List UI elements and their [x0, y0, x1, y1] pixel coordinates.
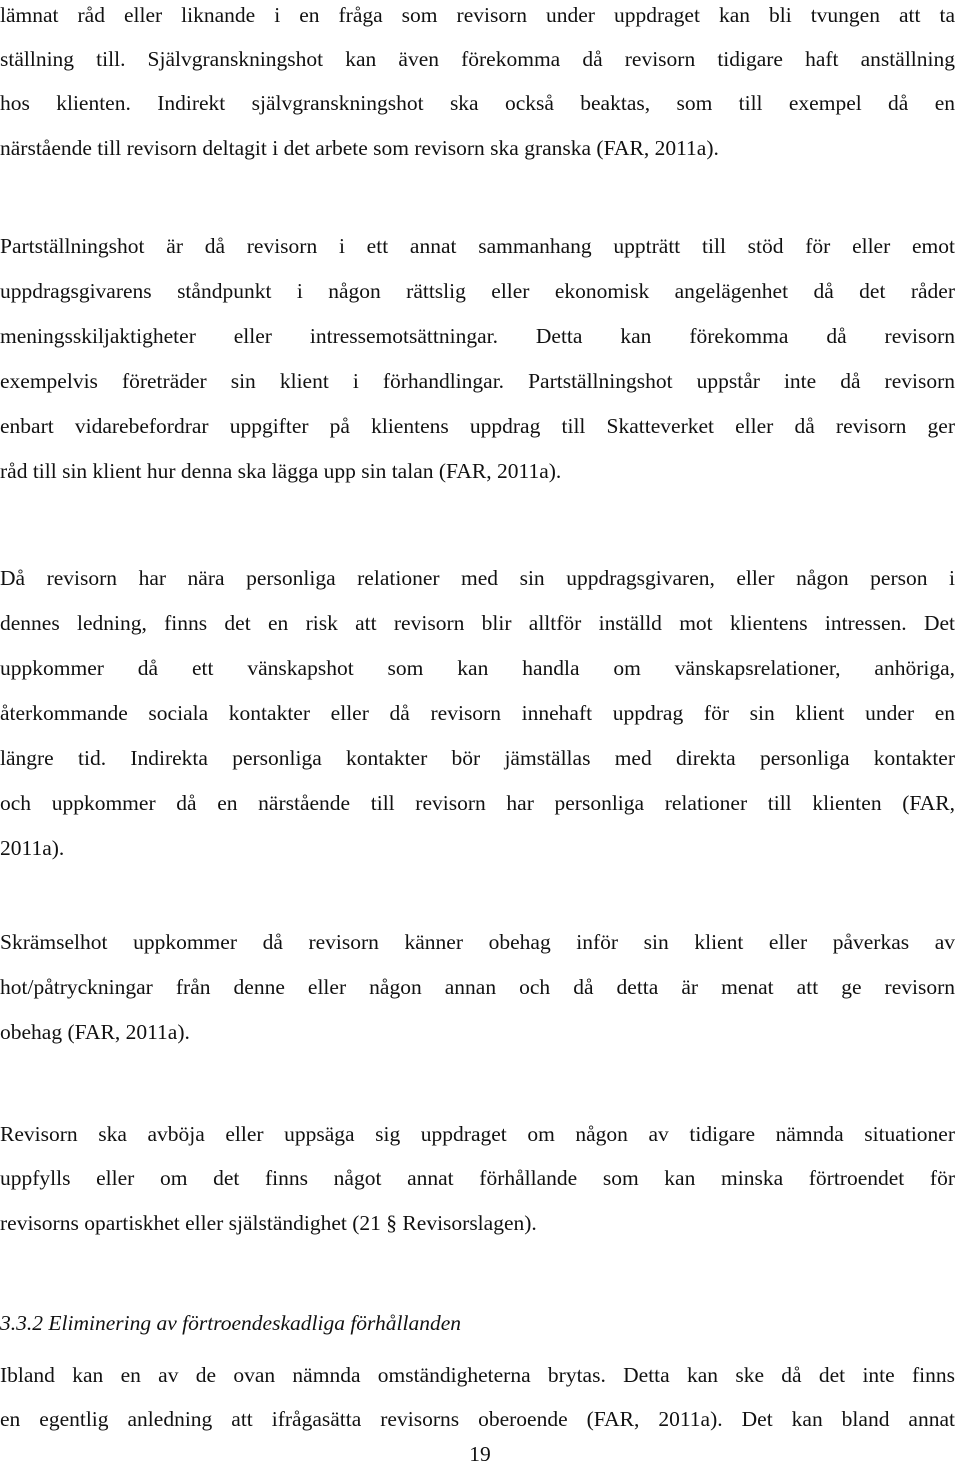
text-line: en egentlig anledning att ifrågasätta revisorns oberoende (FAR, 2011a). Det kan bland annat: [0, 1407, 955, 1431]
text-line: Skrämselhot uppkommer då revisorn känner obehag inför sin klient eller påverkas av: [0, 930, 955, 954]
text-line: exempelvis företräder sin klient i förhandlingar. Partställningshot uppstår inte då revisorn: [0, 369, 955, 393]
text-line: hot/påtryckningar från denne eller någon annan och då detta är menat att ge revisorn: [0, 975, 955, 999]
text-line: närstående till revisorn deltagit i det arbete som revisorn ska granska (FAR, 2011a).: [0, 136, 719, 160]
text-line: uppfylls eller om det finns något annat förhållande som kan minska förtroendet för: [0, 1166, 955, 1190]
page-number: 19: [469, 1442, 491, 1466]
text-line: Revisorn ska avböja eller uppsäga sig uppdraget om någon av tidigare nämnda situationer: [0, 1122, 955, 1146]
section-heading: 3.3.2 Eliminering av förtroendeskadliga förhållanden: [0, 1311, 462, 1335]
text-line: enbart vidarebefordrar uppgifter på klientens uppdrag till Skatteverket eller då revisorn ger: [0, 414, 955, 438]
text-line: Partställningshot är då revisorn i ett annat sammanhang uppträtt till stöd för eller emot: [0, 234, 955, 258]
text-line: ställning till. Självgranskningshot kan även förekomma då revisorn tidigare haft anställning: [0, 47, 955, 71]
text-line: och uppkommer då en närstående till revisorn har personliga relationer till klienten (FAR,: [0, 791, 955, 815]
text-line: revisorns opartiskhet eller själständighet (21 § Revisorslagen).: [0, 1211, 537, 1235]
text-line: meningsskiljaktigheter eller intressemotsättningar. Detta kan förekomma då revisorn: [0, 324, 955, 348]
text-line: dennes ledning, finns det en risk att revisorn blir alltför inställd mot klientens intressen. Det: [0, 611, 955, 635]
text-line: uppdragsgivarens ståndpunkt i någon rättslig eller ekonomisk angelägenhet då det råder: [0, 279, 955, 303]
text-line: råd till sin klient hur denna ska lägga upp sin talan (FAR, 2011a).: [0, 459, 562, 483]
text-line: obehag (FAR, 2011a).: [0, 1020, 190, 1044]
text-line: lämnat råd eller liknande i en fråga som revisorn under uppdraget kan bli tvungen att ta: [0, 3, 955, 27]
text-line: längre tid. Indirekta personliga kontakter bör jämställas med direkta personliga kontakter: [0, 746, 955, 770]
text-line: 2011a).: [0, 836, 65, 860]
text-line: återkommande sociala kontakter eller då revisorn innehaft uppdrag för sin klient under en: [0, 701, 955, 725]
text-line: uppkommer då ett vänskapshot som kan handla om vänskapsrelationer, anhöriga,: [0, 656, 955, 680]
text-line: Då revisorn har nära personliga relationer med sin uppdragsgivaren, eller någon person i: [0, 566, 955, 590]
text-line: Ibland kan en av de ovan nämnda omständigheterna brytas. Detta kan ske då det inte finns: [0, 1363, 955, 1387]
text-line: hos klienten. Indirekt självgranskningshot ska också beaktas, som till exempel då en: [0, 91, 955, 115]
